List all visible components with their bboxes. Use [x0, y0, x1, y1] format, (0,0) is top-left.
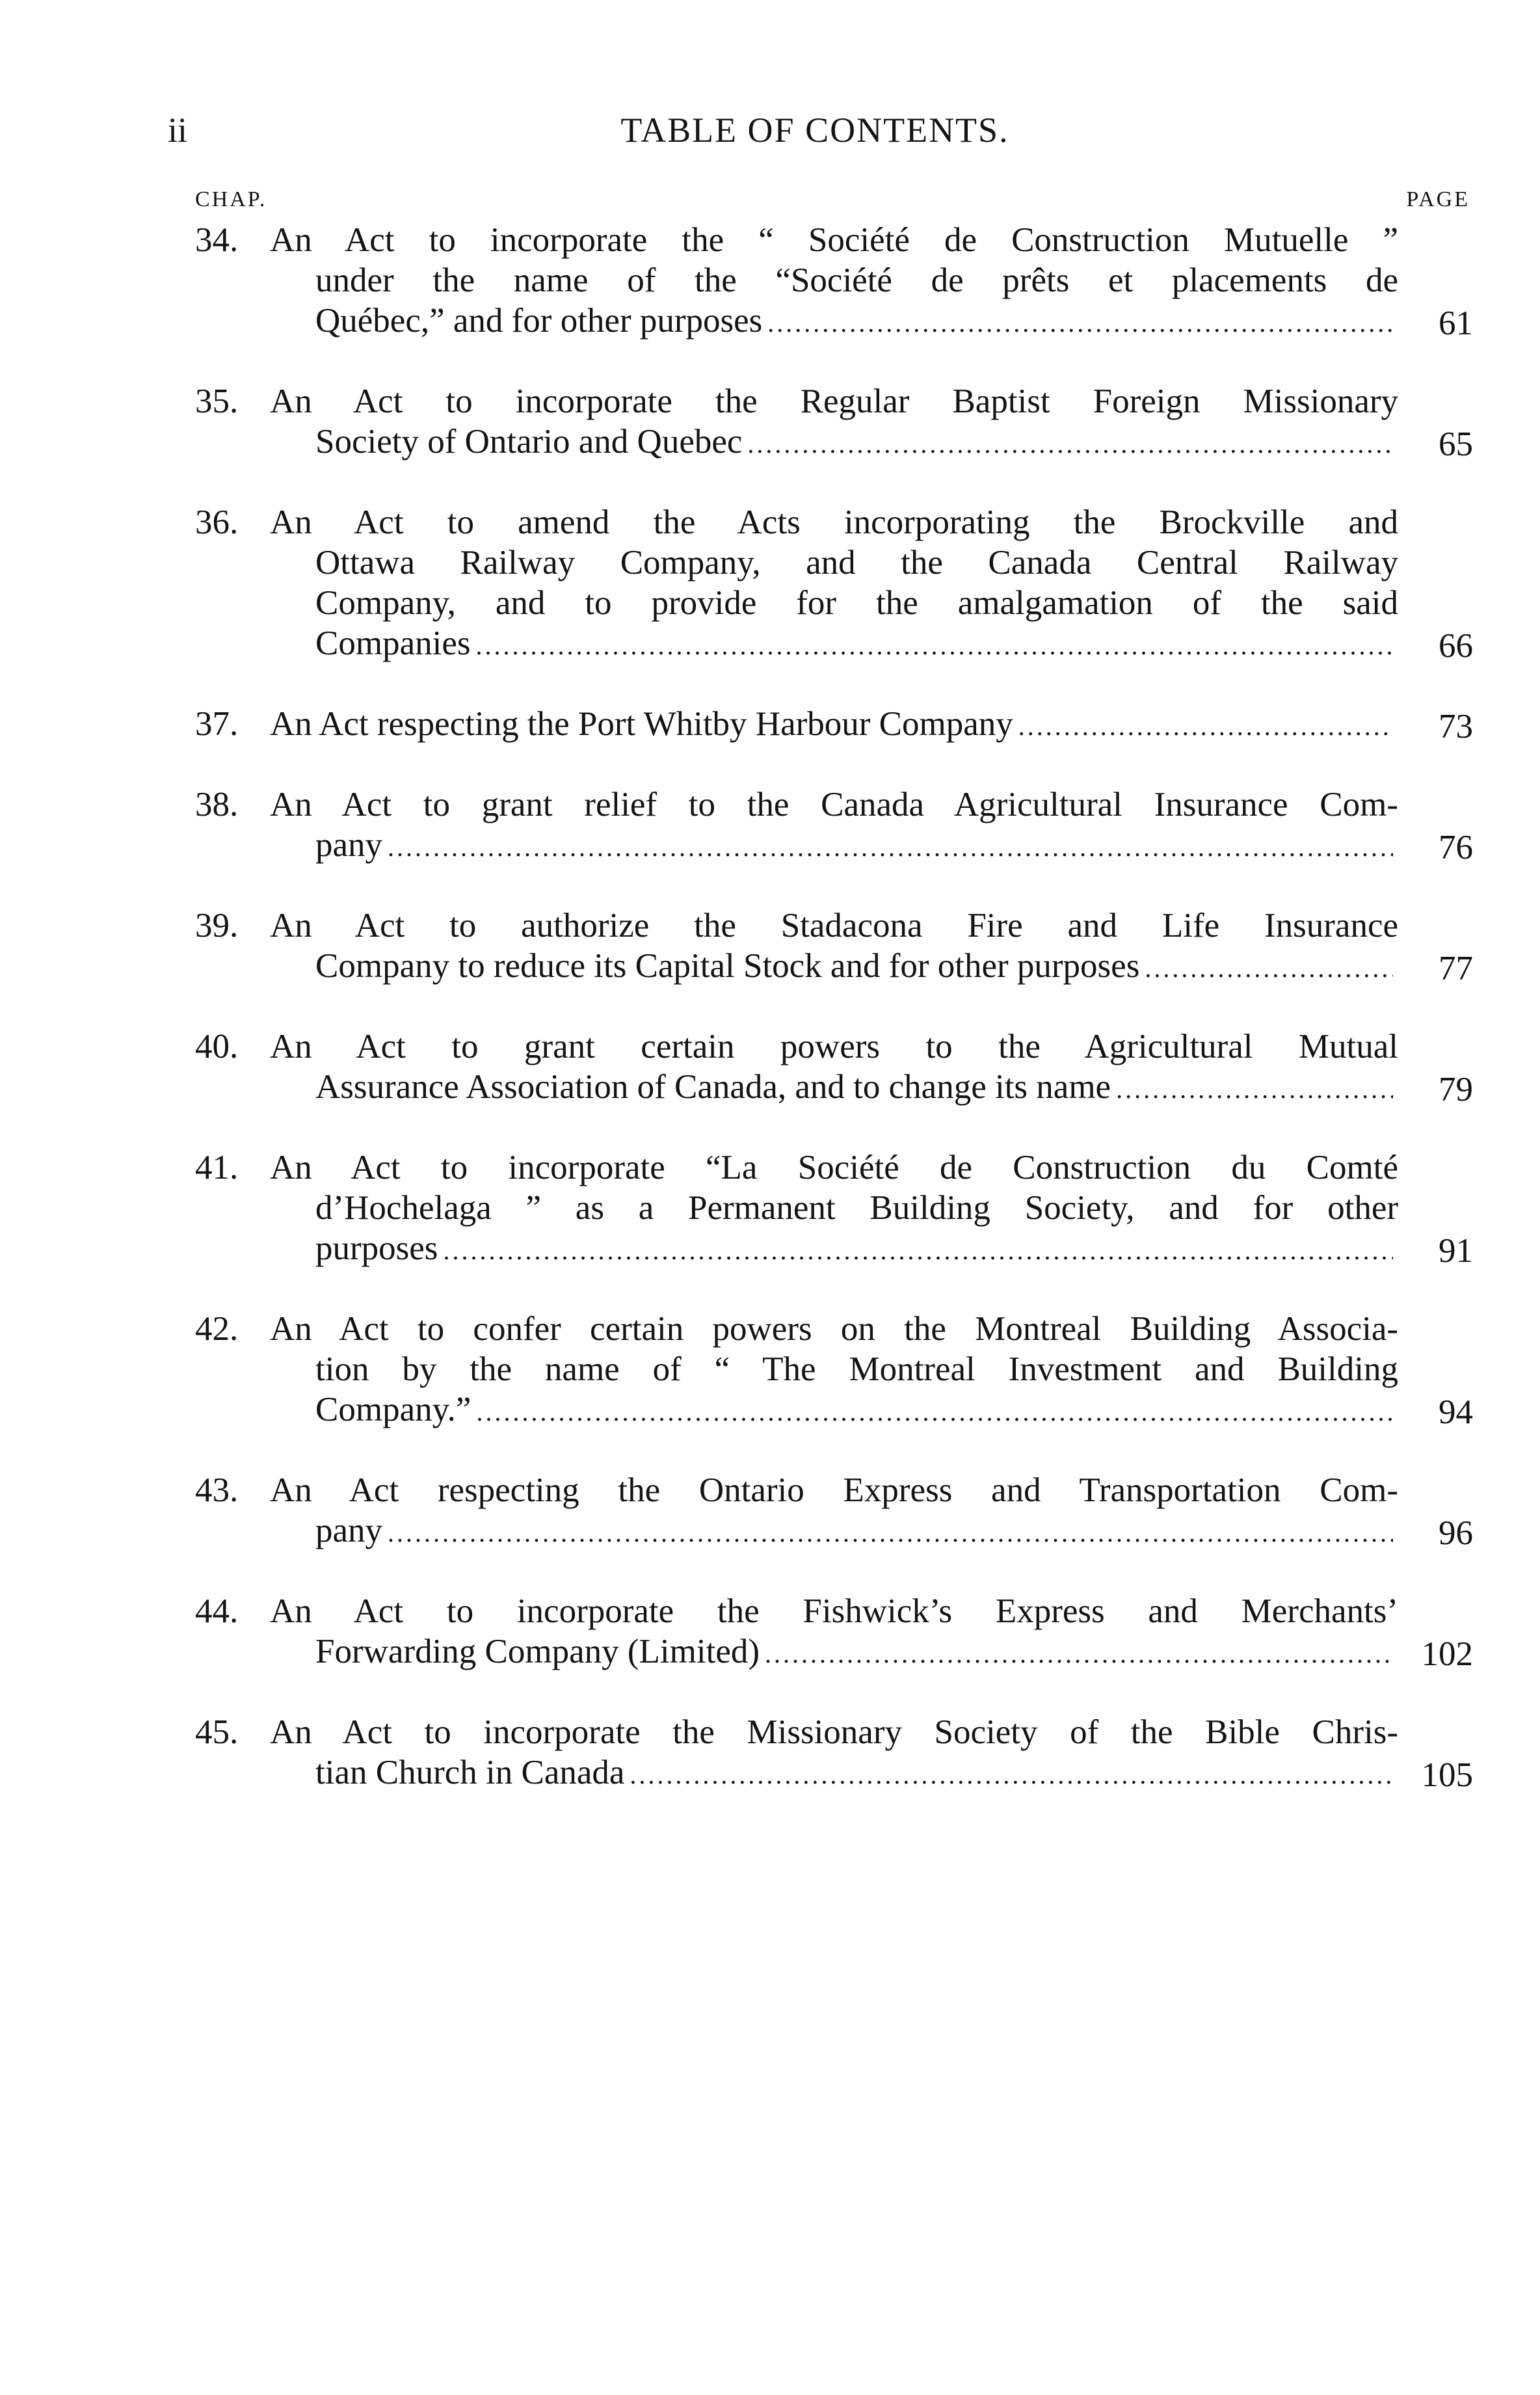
contents-entry — [195, 704, 1473, 747]
chapter-number: 40. — [195, 1028, 239, 1065]
entry-title — [270, 704, 1398, 747]
contents-entry — [195, 1309, 1473, 1432]
entry-title-line: An Act to grant relief to the Canada Agricultural Insurance Com- — [270, 786, 1398, 823]
chapter-number: 43. — [195, 1471, 239, 1509]
dot-leader — [1145, 948, 1393, 989]
dot-leader — [443, 1231, 1393, 1271]
entry-title-last-line — [315, 1067, 1398, 1110]
contents-entry — [195, 1591, 1473, 1674]
entry-title-last-line — [315, 301, 1398, 343]
page-reference: 73 — [1439, 708, 1473, 745]
dot-leader — [1018, 706, 1393, 747]
dot-leader — [747, 424, 1393, 464]
entry-title-line: An Act to incorporate the Regular Baptist Foreign Missionary — [270, 382, 1398, 420]
entry-title-last-text: Company.” — [315, 1391, 471, 1428]
entry-title — [270, 1470, 1398, 1553]
running-head — [168, 104, 1462, 156]
page-title: TABLE OF CONTENTS. — [620, 111, 1009, 150]
contents-entry — [195, 1470, 1473, 1553]
page-reference: 76 — [1439, 829, 1473, 866]
entry-title-line: An Act to incorporate the Missionary Society of the Bible Chris- — [270, 1713, 1398, 1751]
page-reference: 65 — [1439, 425, 1473, 463]
entry-title-last-line — [315, 421, 1398, 464]
entry-title-line: An Act to incorporate the “ Société de Construction Mutuelle ” — [270, 221, 1398, 259]
entry-title-last-text: Companies — [315, 624, 471, 662]
entry-title — [270, 905, 1398, 989]
chapter-number: 45. — [195, 1713, 239, 1751]
entry-title-line: Ottawa Railway Company, and the Canada Central Railway — [315, 544, 1398, 582]
entry-title-line: An Act to incorporate “La Société de Construction du Comté — [270, 1149, 1398, 1186]
entry-title-last-text: pany — [315, 1512, 383, 1549]
entry-title-line: An Act to grant certain powers to the Agricultural Mutual — [270, 1028, 1398, 1065]
column-headings — [195, 183, 1470, 216]
chapter-number: 38. — [195, 786, 239, 823]
chapter-number: 42. — [195, 1310, 239, 1348]
contents-entry — [195, 1026, 1473, 1110]
dot-leader — [1116, 1069, 1393, 1110]
entry-title-last-text: Society of Ontario and Quebec — [315, 423, 743, 461]
contents-entry — [195, 905, 1473, 989]
page-reference: 94 — [1439, 1393, 1473, 1431]
entry-title-line: An Act to authorize the Stadacona Fire and Life Insurance — [270, 907, 1398, 944]
entry-title-last-text: An Act respecting the Port Whitby Harbour Company — [270, 705, 1013, 743]
chapter-number: 35. — [195, 382, 239, 420]
entry-title-line: An Act to incorporate the Fishwick’s Express and Merchants’ — [270, 1592, 1398, 1630]
contents-entry — [195, 1147, 1473, 1271]
entry-title-last-text: Forwarding Company (Limited) — [315, 1633, 760, 1670]
dot-leader — [476, 1392, 1393, 1432]
chapter-number: 44. — [195, 1592, 239, 1630]
dot-leader — [630, 1755, 1393, 1795]
entry-title-last-line — [315, 1510, 1398, 1553]
page-reference: 79 — [1439, 1071, 1473, 1108]
page-number: ii — [168, 111, 188, 150]
entry-title — [270, 1147, 1398, 1271]
entry-title — [270, 1309, 1398, 1432]
page-reference: 96 — [1439, 1514, 1473, 1552]
entry-title-last-line — [315, 1389, 1398, 1432]
chapter-number: 37. — [195, 705, 239, 743]
entry-title — [270, 220, 1398, 343]
chapter-column-heading: CHAP. — [195, 187, 267, 211]
entry-title — [270, 1712, 1398, 1795]
contents-entry — [195, 381, 1473, 464]
entry-title-line: Company, and to provide for the amalgamation of the said — [315, 584, 1398, 622]
page-reference: 77 — [1439, 950, 1473, 987]
entry-title-last-line — [315, 623, 1398, 666]
entry-title-last-text: Assurance Association of Canada, and to change its name — [315, 1068, 1111, 1106]
page-reference: 61 — [1439, 304, 1473, 342]
contents-entry — [195, 502, 1473, 666]
contents-list — [195, 220, 1473, 1833]
contents-entry — [195, 784, 1473, 868]
dot-leader — [767, 303, 1393, 343]
entry-title-last-text: pany — [315, 826, 383, 864]
entry-title-line: An Act to confer certain powers on the Montreal Building Associa- — [270, 1310, 1398, 1348]
dot-leader — [475, 626, 1393, 666]
entry-title-last-line — [315, 825, 1398, 868]
entry-title — [270, 502, 1398, 666]
entry-title-last-line — [315, 946, 1398, 989]
entry-title-last-text: Québec,” and for other purposes — [315, 302, 763, 340]
entry-title-last-line — [315, 1752, 1398, 1795]
entry-title-last-line — [270, 704, 1398, 747]
entry-title-last-line — [315, 1228, 1398, 1271]
contents-entry — [195, 220, 1473, 343]
page-reference: 91 — [1439, 1232, 1473, 1270]
entry-title-line: under the name of the “Société de prêts et placements de — [315, 261, 1398, 299]
entry-title-line: An Act respecting the Ontario Express and Transportation Com- — [270, 1471, 1398, 1509]
chapter-number: 41. — [195, 1149, 239, 1186]
entry-title — [270, 1026, 1398, 1110]
entry-title-last-text: purposes — [315, 1229, 438, 1267]
dot-leader — [388, 827, 1393, 868]
entry-title-last-text: Company to reduce its Capital Stock and for other purposes — [315, 947, 1140, 985]
page-reference: 102 — [1421, 1635, 1473, 1673]
dot-leader — [388, 1513, 1393, 1553]
chapter-number: 34. — [195, 221, 239, 259]
dot-leader — [765, 1634, 1393, 1674]
entry-title — [270, 1591, 1398, 1674]
page-reference: 66 — [1439, 627, 1473, 665]
entry-title — [270, 381, 1398, 464]
contents-entry — [195, 1712, 1473, 1795]
entry-title-last-line — [315, 1631, 1398, 1674]
page-column-heading: PAGE — [1406, 187, 1470, 211]
chapter-number: 39. — [195, 907, 239, 944]
entry-title-line: tion by the name of “ The Montreal Investment and Building — [315, 1350, 1398, 1388]
entry-title-line: An Act to amend the Acts incorporating the Brockville and — [270, 503, 1398, 541]
entry-title — [270, 784, 1398, 868]
entry-title-line: d’Hochelaga ” as a Permanent Building Society, and for other — [315, 1189, 1398, 1227]
entry-title-last-text: tian Church in Canada — [315, 1754, 625, 1791]
chapter-number: 36. — [195, 503, 239, 541]
page-reference: 105 — [1421, 1756, 1473, 1794]
